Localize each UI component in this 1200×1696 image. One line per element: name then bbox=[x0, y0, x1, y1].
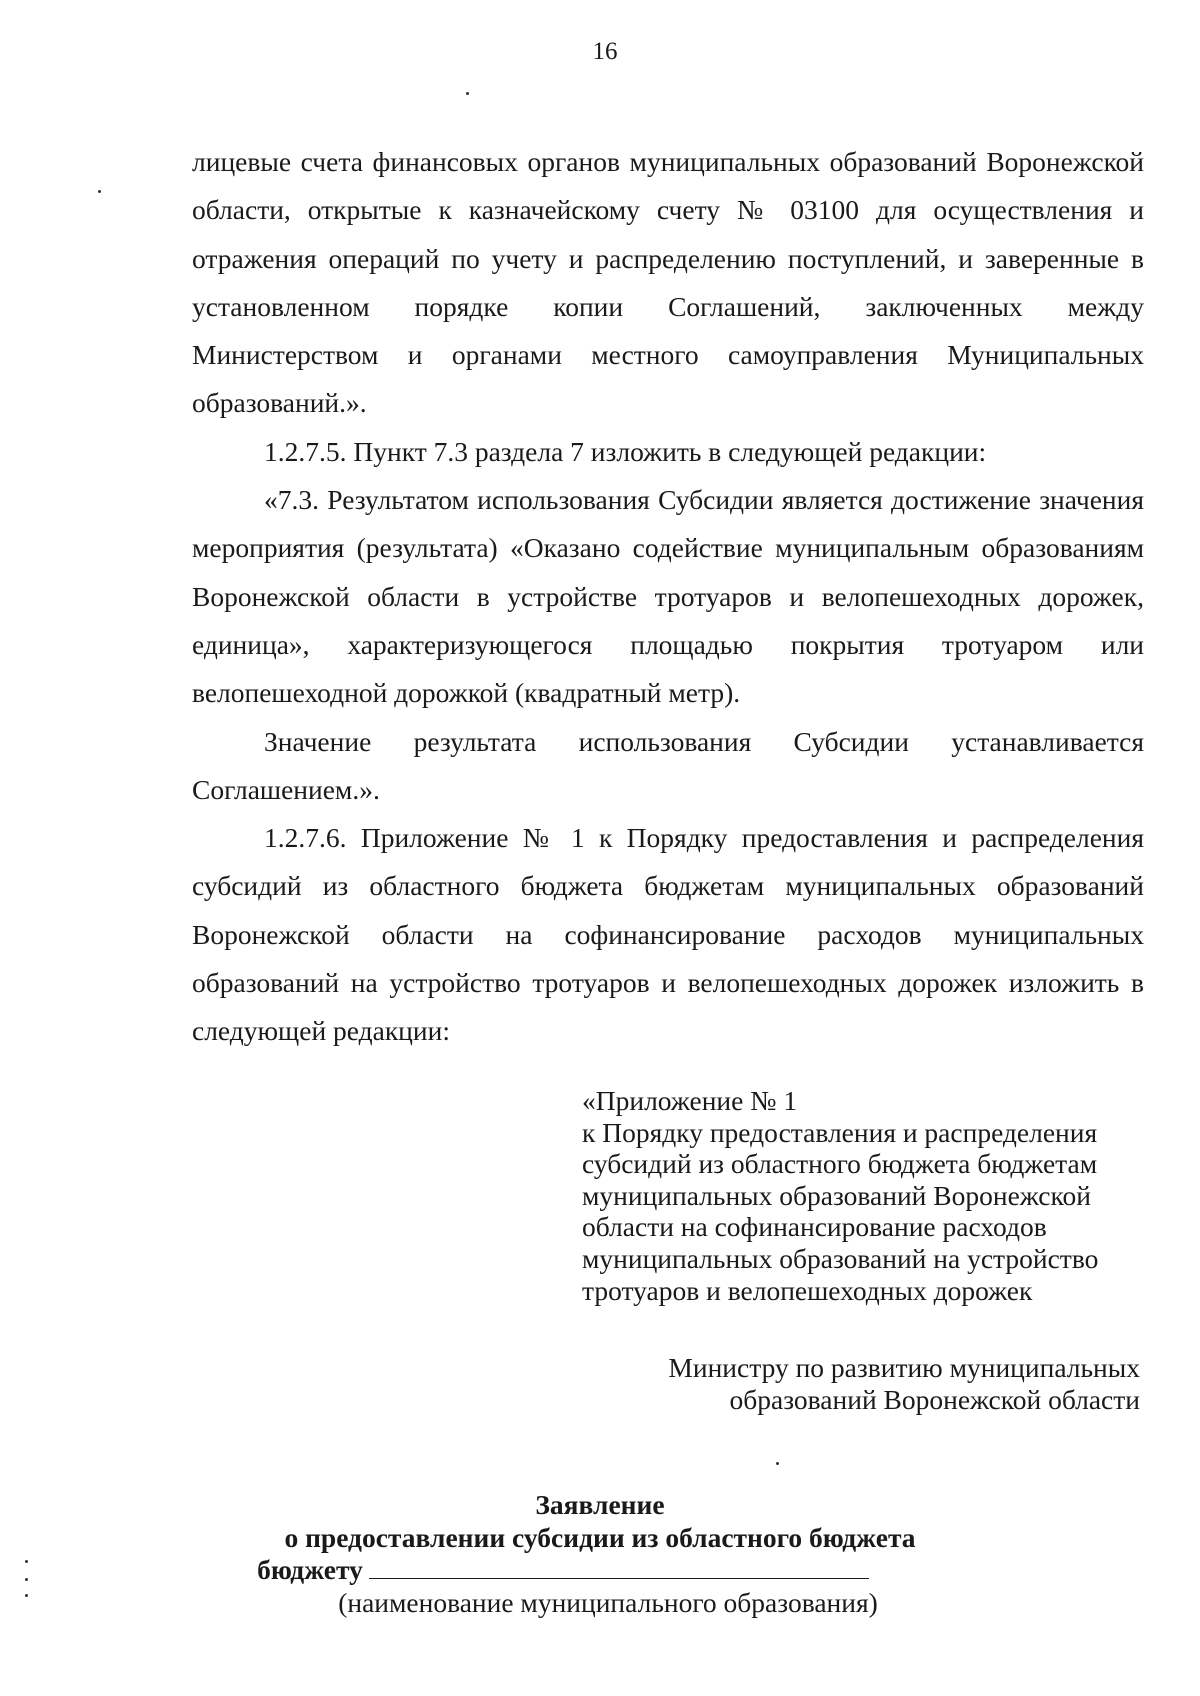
appendix-line: «Приложение № 1 bbox=[582, 1085, 798, 1116]
appendix-line: субсидий из областного бюджета бюджетам bbox=[582, 1148, 1098, 1180]
text-line: и заверенные в установленном порядке копии Соглашений, заключенных bbox=[192, 242, 1145, 322]
text-line: значения мероприятия (результата) «Оказано содействие муниципальным bbox=[192, 484, 1144, 564]
text-line: осуществления и отражения операций по учету и распределению поступлений, bbox=[192, 194, 1145, 274]
text-line: Соглашением.». bbox=[192, 773, 380, 805]
scan-speck bbox=[776, 1462, 779, 1465]
paragraph-result-value bbox=[192, 718, 1144, 815]
appendix-heading bbox=[582, 1085, 1142, 1306]
text-line: Значение результата использования Субсидии устанавливается bbox=[264, 725, 1144, 757]
appendix-line: области на софинансирование расходов bbox=[582, 1211, 1047, 1243]
statement-subtitle: о предоставлении субсидии из областного бюджета bbox=[284, 1521, 916, 1553]
text-line: следующей редакции: bbox=[192, 1015, 450, 1047]
text-line: велопешеходных дорожек, единица», характеризующегося площадью bbox=[192, 580, 1144, 660]
addressee-line: образований Воронежской области bbox=[729, 1384, 1140, 1415]
statement-budget-line bbox=[0, 1554, 1163, 1587]
text-line: Воронежской области на софинансирование расходов муниципальных bbox=[192, 918, 1144, 950]
paragraph-7-3 bbox=[192, 476, 1144, 717]
municipality-name-blank bbox=[369, 1556, 869, 1579]
text-line: покрытия тротуаром или велопешеходной дорожкой (квадратный метр). bbox=[192, 628, 1145, 709]
statement-header bbox=[0, 1489, 1200, 1619]
text-line: субсидий из областного бюджета бюджетам муниципальных образований bbox=[192, 870, 1144, 902]
budget-label: бюджету bbox=[257, 1554, 363, 1585]
statement-title: Заявление bbox=[535, 1489, 665, 1520]
scan-speck bbox=[25, 1560, 28, 1563]
text-line: лицевые счета финансовых органов муниципальных образований bbox=[192, 146, 977, 177]
paragraph-1-2-7-5 bbox=[192, 428, 1144, 476]
text-line: 1.2.7.6. Приложение № 1 к Порядку предоставления и распределения bbox=[264, 822, 1144, 854]
text-line: «7.3. Результатом использования Субсидии является достижение bbox=[264, 484, 1031, 516]
text-line: образованиям Воронежской области в устройстве тротуаров и bbox=[192, 532, 1145, 612]
page-number: 16 bbox=[592, 38, 618, 65]
scan-speck bbox=[25, 1594, 28, 1597]
scan-speck bbox=[466, 92, 469, 95]
text-line: Воронежской области, открытые к казначейскому счету № 03100 для bbox=[192, 146, 1144, 226]
statement-note: (наименование муниципального образования) bbox=[338, 1586, 878, 1618]
body-text bbox=[192, 138, 1144, 1056]
paragraph-accounts bbox=[192, 138, 1144, 428]
text-line: образований.». bbox=[192, 387, 367, 419]
text-line: между Министерством и органами местного самоуправления Муниципальных bbox=[192, 290, 1145, 371]
scan-speck bbox=[25, 1578, 28, 1581]
appendix-line: к Порядку предоставления и распределения bbox=[582, 1116, 1098, 1148]
appendix-line: муниципальных образований на устройство bbox=[582, 1242, 1099, 1274]
addressee bbox=[580, 1352, 1140, 1416]
paragraph-1-2-7-6 bbox=[192, 814, 1144, 1055]
text-line: образований на устройство тротуаров и велопешеходных дорожек изложить в bbox=[192, 967, 1144, 999]
appendix-line: муниципальных образований Воронежской bbox=[582, 1179, 1091, 1211]
scan-speck bbox=[98, 190, 101, 193]
appendix-line: тротуаров и велопешеходных дорожек bbox=[582, 1274, 1033, 1306]
text-line: 1.2.7.5. Пункт 7.3 раздела 7 изложить в следующей редакции: bbox=[264, 435, 987, 467]
addressee-line: Министру по развитию муниципальных bbox=[668, 1352, 1140, 1383]
